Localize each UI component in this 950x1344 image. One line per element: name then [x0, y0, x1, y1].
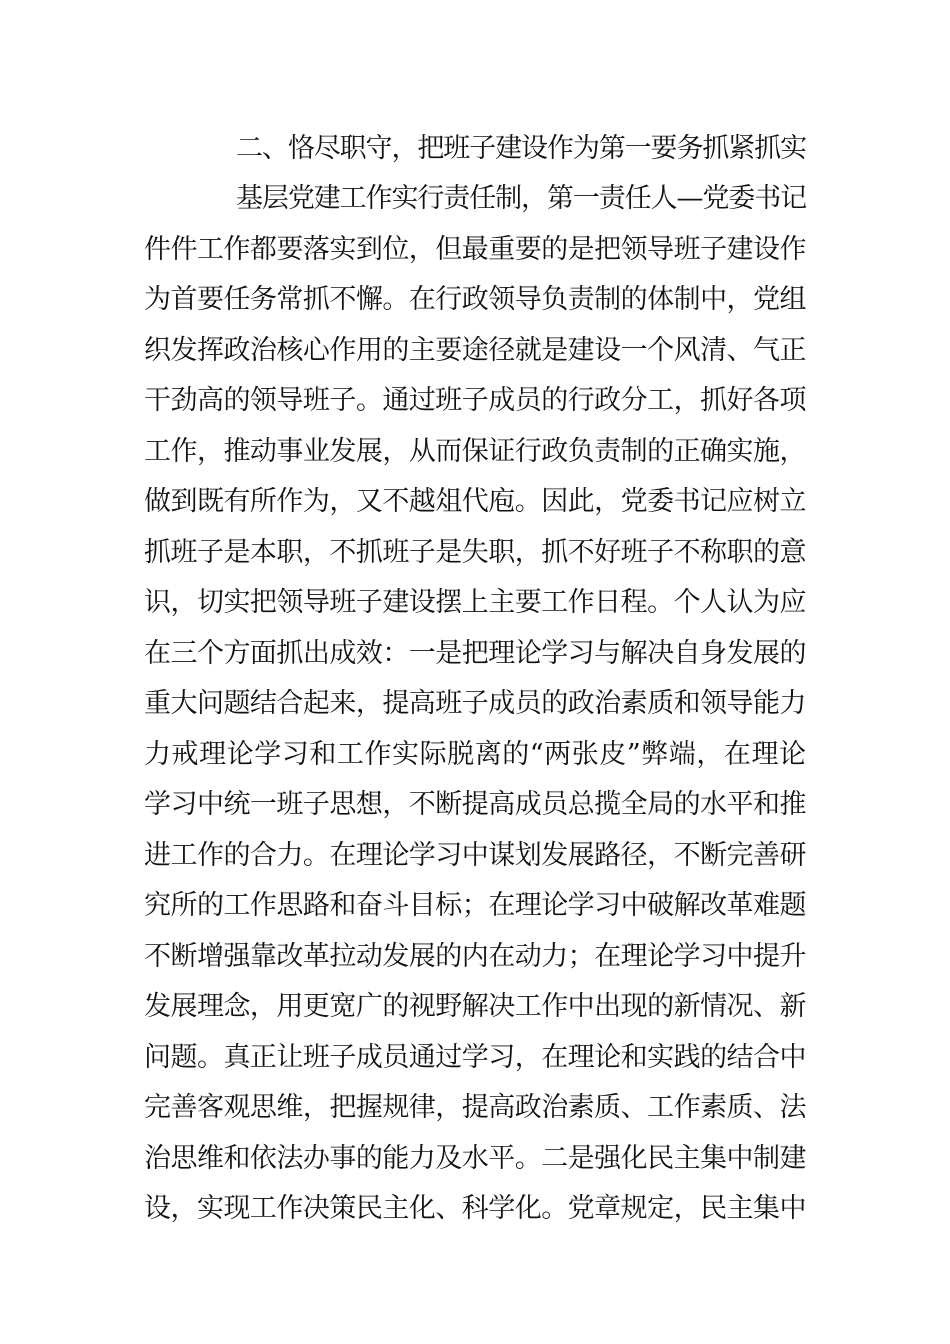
paragraph-line: 设，实现工作决策民主化、科学化。党章规定，民主集中: [144, 1193, 806, 1224]
paragraph-line: 治思维和依法办事的能力及水平。二是强化民主集中制建: [144, 1143, 806, 1174]
paragraph-line: 完善客观思维，把握规律，提高政治素质、工作素质、法: [144, 1092, 806, 1123]
paragraph-line: 织发挥政治核心作用的主要途径就是建设一个风清、气正: [144, 335, 806, 366]
paragraph-line: 工作，推动事业发展，从而保证行政负责制的正确实施，: [144, 436, 806, 467]
paragraph-line: 不断增强靠改革拉动发展的内在动力；在理论学习中提升: [144, 941, 806, 972]
paragraph-line: 在三个方面抓出成效：一是把理论学习与解决自身发展的: [144, 638, 806, 669]
section-heading: 二、恪尽职守，把班子建设作为第一要务抓紧抓实: [236, 133, 807, 164]
paragraph-line: 重大问题结合起来，提高班子成员的政治素质和领导能力: [144, 688, 806, 719]
paragraph-line: 发展理念，用更宽广的视野解决工作中出现的新情况、新: [144, 991, 806, 1022]
paragraph-line: 件件工作都要落实到位，但最重要的是把领导班子建设作: [144, 234, 806, 265]
paragraph-line: 学习中统一班子思想，不断提高成员总揽全局的水平和推: [144, 789, 806, 820]
paragraph-line: 做到既有所作为，又不越俎代庖。因此，党委书记应树立: [144, 486, 806, 517]
paragraph-line: 进工作的合力。在理论学习中谋划发展路径，不断完善研: [144, 840, 806, 871]
paragraph-line: 抓班子是本职，不抓班子是失职，抓不好班子不称职的意: [144, 537, 806, 568]
paragraph-line: 基层党建工作实行责任制，第一责任人—党委书记: [236, 183, 807, 214]
paragraph-line: 问题。真正让班子成员通过学习，在理论和实践的结合中: [144, 1042, 806, 1073]
paragraph-line: 力戒理论学习和工作实际脱离的“两张皮”弊端，在理论: [144, 739, 806, 770]
paragraph-line: 干劲高的领导班子。通过班子成员的行政分工，抓好各项: [144, 385, 806, 416]
paragraph-line: 为首要任务常抓不懈。在行政领导负责制的体制中，党组: [144, 284, 806, 315]
paragraph-line: 识，切实把领导班子建设摆上主要工作日程。个人认为应: [144, 587, 806, 618]
paragraph-line: 究所的工作思路和奋斗目标；在理论学习中破解改革难题: [144, 890, 806, 921]
